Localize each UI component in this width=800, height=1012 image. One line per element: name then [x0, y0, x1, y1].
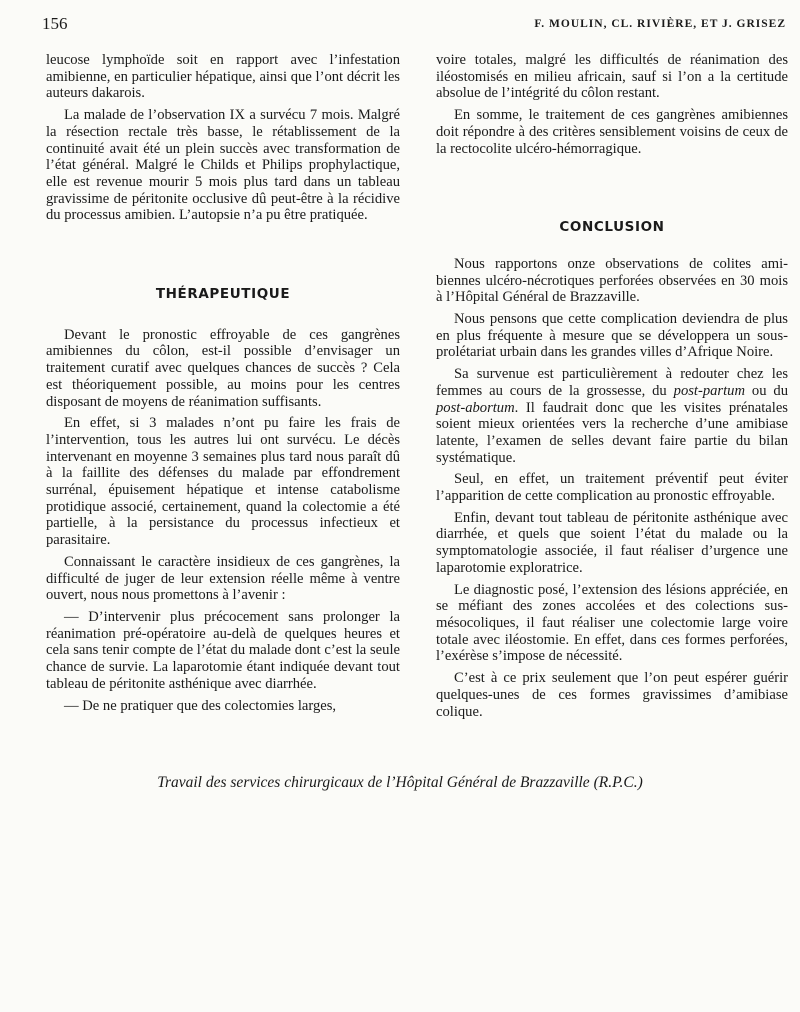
- paragraph: C’est à ce prix seulement que l’on peut espérer guérir quelques-unes de ces formes gravissimes d’amibiase colique.: [436, 670, 788, 720]
- left-column: [46, 52, 400, 719]
- paragraph: Connaissant le caractère insidieux de ces gangrènes, la difficulté de juger de leur extension réelle même à ventre ouvert, nous nous promettons à l’avenir :: [46, 553, 400, 604]
- footer-credit: Travail des services chirurgicaux de l’Hôpital Général de Brazzaville (R.P.C.): [157, 774, 643, 791]
- dash-item: — De ne pratiquer que des colectomies larges,: [64, 697, 337, 714]
- right-column: [436, 52, 788, 725]
- running-head-authors: F. MOULIN, CL. RIVIÈRE, ET J. GRISEZ: [534, 18, 786, 30]
- section-heading-therapeutique: THÉRAPEUTIQUE: [155, 286, 291, 303]
- italic-term: post-abortum: [436, 399, 515, 416]
- page-number: 156: [42, 14, 68, 33]
- paragraph: Nous rapportons onze observations de colites amibiennes ulcéro-nécrotiques perforées observées en 30 mois à l’Hôpital Général de Brazzaville.: [436, 255, 788, 306]
- text-run: . Il faudrait donc que les visites prénatales soient mieux orientées vers la recherche d’une amibiase latente, l’examen de selles devant faire partie du bilan systématique.: [436, 399, 788, 466]
- text-run: ou du: [745, 382, 789, 399]
- paragraph: Devant le pronostic effroyable de ces gangrènes amibiennes du côlon, est-il possible d’envisager un traitement curatif avec quelques chances de succès ? Cela est théoriquement possible, au moins pour les centres disposant de moyens de réanimation suffisants.: [46, 326, 400, 410]
- dash-item: — D’intervenir plus précocement sans prolonger la réanimation pré-opératoire au-delà de quelques heures et cela sans tenir compte de l’état du malade dont c’est la seule chance de survie. La laparotomie étant indiquée devant tout tableau de péritonite asthénique avec diarrhée.: [46, 608, 400, 692]
- paragraph: voire totales, malgré les difficultés de réanimation des iléostomisés en milieu africain, sauf si l’on a la certitude absolue de l’intégrité du côlon restant.: [436, 52, 788, 102]
- paragraph: En somme, le traitement de ces gangrènes amibiennes doit répondre à des critères sensiblement voisins de ceux de la rectocolite ulcéro-hémorragique.: [436, 107, 788, 157]
- paragraph: Nous pensons que cette complication deviendra de plus en plus fréquente à mesure que se développera un sous-prolétariat urbain dans les grandes villes d’Afrique Noire.: [436, 311, 788, 361]
- paragraph: Seul, en effet, un traitement préventif peut éviter l’apparition de cette complication au pronostic effroyable.: [436, 471, 788, 505]
- paragraph: La malade de l’observation IX a survécu 7 mois. Malgré la résection rectale très basse, le rétablissement de la continuité avait été un plein succès avec transformation de l’état général. Malgré le Childs et Philips prophylactique, elle est revenue mourir 5 mois plus tard dans un tableau gravissime de péritonite occlusive dû peut-être à la récidive du processus amibien. L’autopsie n’a pu être pratiquée.: [46, 107, 400, 224]
- text-run: Sa survenue est particulièrement à redouter chez les femmes au cours de la grossesse, du: [436, 366, 788, 399]
- paragraph: Enfin, devant tout tableau de péritonite asthénique avec diarrhée, et quels que soient l’état du malade ou la symptomatologie associée, il faut réaliser d’urgence une laparotomie exploratrice.: [436, 509, 788, 576]
- section-heading-conclusion: CONCLUSION: [559, 219, 665, 236]
- paragraph: En effet, si 3 malades n’ont pu faire les frais de l’intervention, tous les autres lui ont survécu. Le décès intervenant en moyenne 3 semaines plus tard nous paraît dû à la faillite des défenses du malade par effondrement surrénal, épuisement hépatique et intense catabolisme protidique associé, certainement, quand la colectomie a été partielle, à la persistance du processus infectieux et parasitaire.: [46, 415, 400, 549]
- italic-term: post-partum: [673, 382, 745, 399]
- paragraph: Le diagnostic posé, l’extension des lésions appréciée, en se méfiant des zones accolées et des colections sus-mésocoliques, il faut réaliser une colectomie large voire totale avec iléostomie. En effet, dans ces formes perforées, l’exérèse s’impose de nécessité.: [436, 581, 788, 665]
- paragraph: [436, 366, 788, 466]
- paragraph: leucose lymphoïde soit en rapport avec l’infestation amibienne, en particulier hépatique, ainsi que l’ont décrit les auteurs dakarois.: [46, 52, 400, 102]
